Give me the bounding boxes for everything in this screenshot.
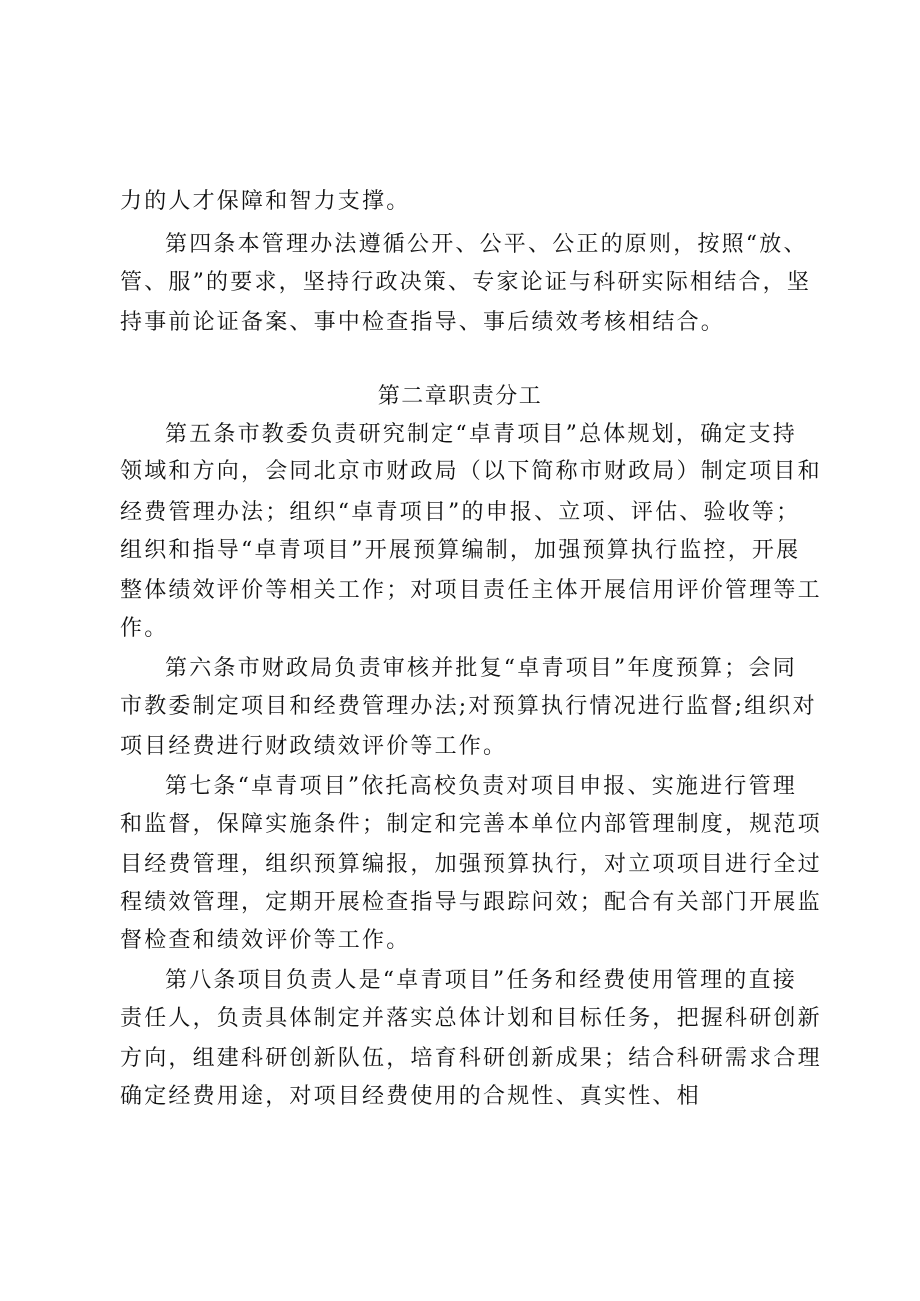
paragraph-line: 管、服”的要求，坚持行政决策、专家论证与科研实际相结合，坚 (120, 270, 812, 295)
paragraph-line: 第七条“卓青项目”依托高校负责对项目申报、实施进行管理 (165, 774, 797, 799)
paragraph-line: 目经费管理，组织预算编报，加强预算执行，对立项项目进行全过 (120, 852, 822, 877)
chapter-heading: 第二章职责分工 (377, 384, 543, 409)
paragraph-line: 程绩效管理，定期开展检查指导与跟踪问效；配合有关部门开展监 (120, 890, 822, 915)
paragraph-line: 方向，组建科研创新队伍，培育科研创新成果；结合科研需求合理 (120, 1046, 822, 1071)
paragraph-line: 组织和指导“卓青项目”开展预算编制，加强预算执行监控，开展 (120, 538, 801, 563)
paragraph-line: 确定经费用途，对项目经费使用的合规性、真实性、相 (120, 1084, 701, 1109)
paragraph-line: 和监督，保障实施条件；制定和完善本单位内部管理制度，规范项 (120, 812, 822, 837)
paragraph-line: 项目经费进行财政绩效评价等工作。 (120, 734, 508, 759)
paragraph-line: 作。 (120, 616, 169, 641)
paragraph-line: 力的人才保障和智力支撑。 (120, 189, 411, 214)
paragraph-line: 第六条市财政局负责审核并批复“卓青项目”年度预算；会同 (165, 656, 797, 681)
paragraph-line: 第五条市教委负责研究制定“卓青项目”总体规划，确定支持 (165, 422, 797, 447)
paragraph-line: 第四条本管理办法遵循公开、公平、公正的原则，按照“放、 (165, 232, 808, 257)
paragraph-line: 经费管理办法；组织“卓青项目”的申报、立项、评估、验收等； (120, 500, 801, 525)
paragraph-line: 领域和方向，会同北京市财政局（以下简称市财政局）制定项目和 (120, 459, 822, 484)
paragraph-line: 责任人，负责具体制定并落实总体计划和目标任务，把握科研创新 (120, 1006, 822, 1031)
paragraph-line: 第八条项目负责人是“卓青项目”任务和经费使用管理的直接 (165, 968, 797, 993)
paragraph-line: 整体绩效评价等相关工作；对项目责任主体开展信用评价管理等工 (120, 578, 822, 603)
paragraph-line: 市教委制定项目和经费管理办法;对预算执行情况进行监督;组织对 (120, 694, 817, 719)
paragraph-line: 督检查和绩效评价等工作。 (120, 928, 411, 953)
paragraph-line: 持事前论证备案、事中检查指导、事后绩效考核相结合。 (120, 310, 726, 335)
